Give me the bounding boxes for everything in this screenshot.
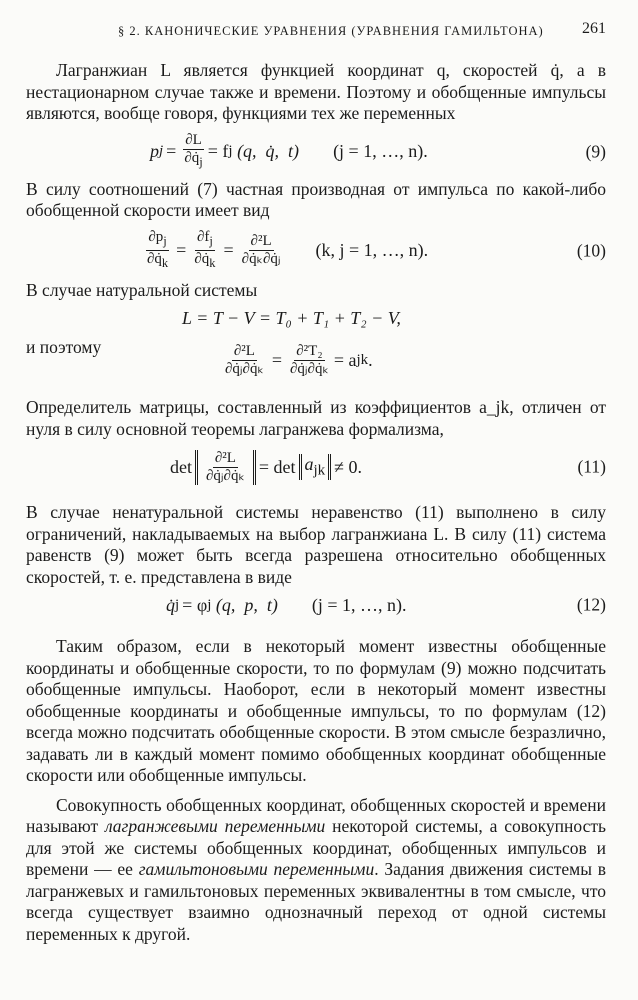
paragraph-determinant: Определитель матрицы, составленный из коэффициентов a_jk, отличен от нуля в силу основной теоремы лагранжева формализма, xyxy=(26,397,606,439)
eq11-a: a xyxy=(304,454,314,475)
eq12-rhs: = φ xyxy=(182,594,208,615)
eq9-num: ∂L xyxy=(185,132,202,148)
equation-11 xyxy=(26,440,606,494)
eq12-label: (12) xyxy=(576,594,606,615)
eq9-fraction xyxy=(182,132,204,171)
eq10-frac-2 xyxy=(192,229,217,272)
eq10-f3-num: ∂²L xyxy=(250,233,272,249)
eq9-equals: = xyxy=(166,141,177,161)
eq11-det: det xyxy=(170,456,192,477)
equation-12 xyxy=(26,588,606,622)
eq11-label: (11) xyxy=(577,456,606,477)
eq11-num: ∂²L xyxy=(214,449,236,466)
eqA-f2-den: ∂q̇ⱼ∂q̇ₖ xyxy=(290,360,329,377)
eq10-f1-den: ∂q̇ xyxy=(147,251,162,267)
eq9-label: (9) xyxy=(585,141,606,161)
eq11-neq: ≠ 0. xyxy=(334,456,363,477)
eqA-rhs: = a xyxy=(333,349,357,370)
eq9-rhs: = f xyxy=(207,141,229,161)
p8-part-e: . Задания движения системы в лагранжевых и гамильтоновых переменных эквивалентны в том смысле, что всегда существует взаимно однозначный переход от одной системы переменных к другой. xyxy=(26,859,606,944)
paragraph-lagrangian: Лагранжиан L является функцией координат q, скоростей q̇, а в нестационарном случае также и времени. Поэтому и обобщенные импульсы являются, вообще говоря, функциями тех же переменных xyxy=(26,60,606,123)
eq9-lhs: p xyxy=(150,141,159,161)
running-header xyxy=(26,20,606,42)
page-number: 261 xyxy=(582,20,606,37)
paragraph-thus: Таким образом, если в некоторый момент известны обобщенные координаты и обобщенные скорости, то по формулам (9) можно подсчитать обобщенные импульсы. Наоборот, если в некоторый момент известны обобщенные координаты и обобщенные импульсы, то по формулам (12) всегда можно подсчитать обобщенные скорости. В этом смысле безразлично, задавать ли в каждый момент помимо обобщенных координат обобщенные скорости или обобщенные импульсы. xyxy=(26,636,606,785)
eq9-lhs-sub: j xyxy=(159,143,164,159)
eq10-f2-den: ∂q̇ xyxy=(194,251,210,267)
eq10-f3-den: ∂q̇ₖ∂q̇ⱼ xyxy=(241,251,281,267)
eq11-matrix-bars xyxy=(195,450,256,485)
eq10-f2-den-sub: k xyxy=(209,256,216,270)
equation-lagrangian xyxy=(26,301,606,335)
eq10-label: (10) xyxy=(576,240,606,260)
eqA-frac-1 xyxy=(223,343,266,378)
equation-a: и поэтому $\frac{\text{∂²L}}{\text{∂q̇ⱼ∂q̇ₖ}}$ = $\frac{\text{∂²T₂}}{\text{∂q̇ⱼ∂q̇ₖ}}$ = a jk . xyxy=(26,337,373,377)
paragraph-nonnatural: В случае ненатуральной системы неравенство (11) выполнено в силу ограничений, накладываемых на выбор лагранжиана L. В силу (11) система равенств (9) может быть всегда разрешена относительно обобщенных скоростей, т. е. представлена в виде xyxy=(26,502,606,587)
eq10-f1-num: ∂p xyxy=(148,229,164,245)
eq10-frac-1 xyxy=(145,229,170,272)
p8-part-a: Совокупность обобщенных координат, обобщенных скоростей и времени называют xyxy=(26,794,606,836)
eq12-rhs-sub: j xyxy=(207,596,212,613)
eq10-frac-3 xyxy=(240,233,283,268)
eq11-den: ∂q̇ⱼ∂q̇ₖ xyxy=(206,467,245,484)
term-lagrangian-variables: лагранжевыми переменными xyxy=(104,816,326,836)
eq10-f2-num: ∂f xyxy=(196,229,210,245)
paragraph-therefore: и поэтому xyxy=(26,337,102,357)
eq12-lhs: q̇ xyxy=(166,594,175,615)
p8-part-c: некоторой системы, а совокупность для этой же системы обобщенных координат, обобщенных импульсов и времени — ее xyxy=(26,816,606,879)
paragraph-natural: В случае натуральной системы xyxy=(26,279,258,300)
eqA-tail: . xyxy=(368,349,373,370)
eq12-args: (q, p, t) xyxy=(211,594,278,615)
eq10-f2-num-sub: j xyxy=(209,234,213,248)
eqA-f2-num: ∂²T₂ xyxy=(296,342,323,359)
eq11-frac xyxy=(204,450,247,485)
page xyxy=(26,20,606,945)
paragraph-variables xyxy=(26,795,606,946)
eq12-lhs-sub: j xyxy=(175,596,180,613)
eq11-a-bars xyxy=(299,454,332,480)
eq11-mid: = det xyxy=(258,456,296,477)
eq12-condition: (j = 1, …, n). xyxy=(311,594,407,615)
eqA-f1-den: ∂q̇ⱼ∂q̇ₖ xyxy=(225,360,264,377)
eqA-rhs-sub: jk xyxy=(356,351,369,368)
eq11-a-sub: jk xyxy=(313,462,326,479)
eq9-condition: (j = 1, …, n). xyxy=(333,141,428,161)
eqA-f1-num: ∂²L xyxy=(233,342,255,359)
paragraph-derivative: В силу соотношений (7) частная производная от импульса по какой-либо обобщенной скорости имеет вид xyxy=(26,178,606,220)
eq9-den-sub: j xyxy=(199,155,203,169)
running-title: § 2. КАНОНИЧЕСКИЕ УРАВНЕНИЯ (УРАВНЕНИЯ ГАМИЛЬТОНА) xyxy=(118,24,544,38)
eq10-condition: (k, j = 1, …, n). xyxy=(315,240,429,260)
eq10-f1-num-sub: j xyxy=(163,234,167,248)
eq9-den: ∂q̇ xyxy=(184,150,200,166)
equation-9 xyxy=(26,125,606,179)
eq10-f1-den-sub: k xyxy=(161,256,169,270)
term-hamiltonian-variables: гамильтоновыми переменными xyxy=(138,859,375,879)
eqL-text: L = T − V = T₀ + T₁ + T₂ − V, xyxy=(182,307,401,328)
eq9-rhs-sub: j xyxy=(228,143,233,159)
eq9-args: (q, q̇, t) xyxy=(232,141,300,161)
eqA-frac-2 xyxy=(288,343,331,378)
equation-10: $\frac{\partial p_j}{\partial q̇_k}$ = $\frac{\partial f_j}{\partial q̇_k}$ = $\frac{\text{∂²L}}{\text{∂q̇ₖ∂q̇ⱼ}}$ (k, j = 1, …, n). (10) xyxy=(147,229,606,270)
